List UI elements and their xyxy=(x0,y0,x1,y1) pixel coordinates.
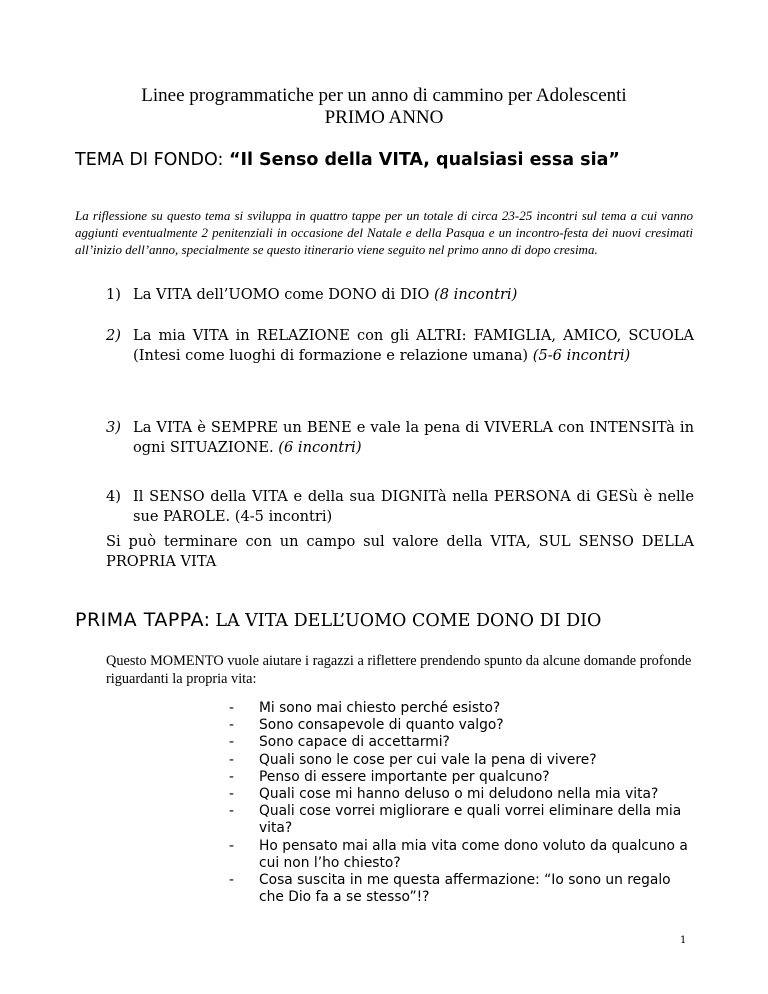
list-item xyxy=(229,717,699,734)
stage-note: (5-6 incontri) xyxy=(532,347,631,364)
list-dash: - xyxy=(229,700,234,716)
list-item xyxy=(229,786,699,803)
question-text: Ho pensato mai alla mia vita come dono voluto da qualcuno a cui non l’ho chiesto? xyxy=(259,837,688,871)
stage-number: 1) xyxy=(106,286,121,303)
stage-text: La VITA dell’UOMO come DONO di DIO xyxy=(133,286,435,303)
list-item xyxy=(229,838,699,872)
stage-note: (8 incontri) xyxy=(434,286,518,303)
question-text: Penso di essere importante per qualcuno? xyxy=(259,768,550,785)
stage-item xyxy=(106,418,694,458)
list-dash: - xyxy=(229,872,234,889)
stage-item xyxy=(106,326,694,366)
stage-note: (6 incontri) xyxy=(278,439,362,456)
list-item xyxy=(229,734,699,751)
document-title-line-2: PRIMO ANNO xyxy=(324,107,444,128)
questions-intro: Questo MOMENTO vuole aiutare i ragazzi a riflettere prendendo spunto da alcune domande profonde riguardanti la propria vita: xyxy=(106,653,692,687)
stage-text: La VITA è SEMPRE un BENE e vale la pena di VIVERLA con INTENSITà in ogni SITUAZIONE. xyxy=(133,419,694,456)
question-text: Sono consapevole di quanto valgo? xyxy=(259,717,504,734)
stage-item xyxy=(106,487,694,527)
stage-text: La mia VITA in RELAZIONE con gli ALTRI: FAMIGLIA, AMICO, SCUOLA (Intesi come luoghi di formazione e relazione umana) xyxy=(133,327,694,364)
list-dash: - xyxy=(229,751,234,768)
section-heading xyxy=(75,609,735,632)
list-dash: - xyxy=(229,717,234,734)
list-item xyxy=(229,803,699,837)
list-item xyxy=(229,769,699,786)
stage-item xyxy=(106,285,694,305)
stage-number: 2) xyxy=(106,327,121,344)
list-dash: - xyxy=(229,768,234,785)
list-item xyxy=(229,872,699,906)
list-dash: - xyxy=(229,734,234,751)
question-text: Cosa suscita in me questa affermazione: “Io sono un regalo che Dio fa a se stesso”!? xyxy=(259,872,671,906)
question-text: Mi sono mai chiesto perché esisto? xyxy=(259,700,501,716)
list-item xyxy=(229,752,699,769)
section-title: LA VITA DELL’UOMO COME DONO DI DIO xyxy=(215,611,602,631)
theme-label: TEMA DI FONDO: xyxy=(75,150,224,170)
page-number: 1 xyxy=(680,935,687,946)
theme-heading xyxy=(75,150,735,170)
intro-paragraph: La riflessione su questo tema si sviluppa in quattro tappe per un totale di circa 23-25 incontri sul tema a cui vanno aggiunti eventualmente 2 penitenziali in occasione del Natale e della Pasqua e un incontro-festa dei nuovi cresimati all’inizio dell’anno, specialmente se questo itinerario viene seguito nel primo anno di dopo cresima. xyxy=(75,208,693,257)
question-text: Sono capace di accettarmi? xyxy=(259,734,450,751)
list-dash: - xyxy=(229,786,234,803)
question-text: Quali sono le cose per cui vale la pena di vivere? xyxy=(259,751,597,768)
document-title-line-1: Linee programmatiche per un anno di cammino per Adolescenti xyxy=(141,85,627,106)
list-dash: - xyxy=(229,837,234,854)
stage-text: Il SENSO della VITA e della sua DIGNITà nella PERSONA di GESù è nelle sue PAROLE. (4-5 incontri) xyxy=(133,488,694,525)
list-dash: - xyxy=(229,803,234,820)
stage-number: 4) xyxy=(106,488,121,505)
questions-list xyxy=(229,700,699,906)
theme-title: “Il Senso della VITA, qualsiasi essa sia” xyxy=(228,150,620,170)
question-text: Quali cose mi hanno deluso o mi deludono nella mia vita? xyxy=(259,786,659,803)
question-text: Quali cose vorrei migliorare e quali vorrei eliminare della mia vita? xyxy=(259,803,682,837)
stage-number: 3) xyxy=(106,419,121,436)
section-label: PRIMA TAPPA: xyxy=(75,609,211,631)
list-item xyxy=(229,700,699,717)
closing-paragraph: Si può terminare con un campo sul valore della VITA, SUL SENSO DELLA PROPRIA VITA xyxy=(106,533,694,570)
